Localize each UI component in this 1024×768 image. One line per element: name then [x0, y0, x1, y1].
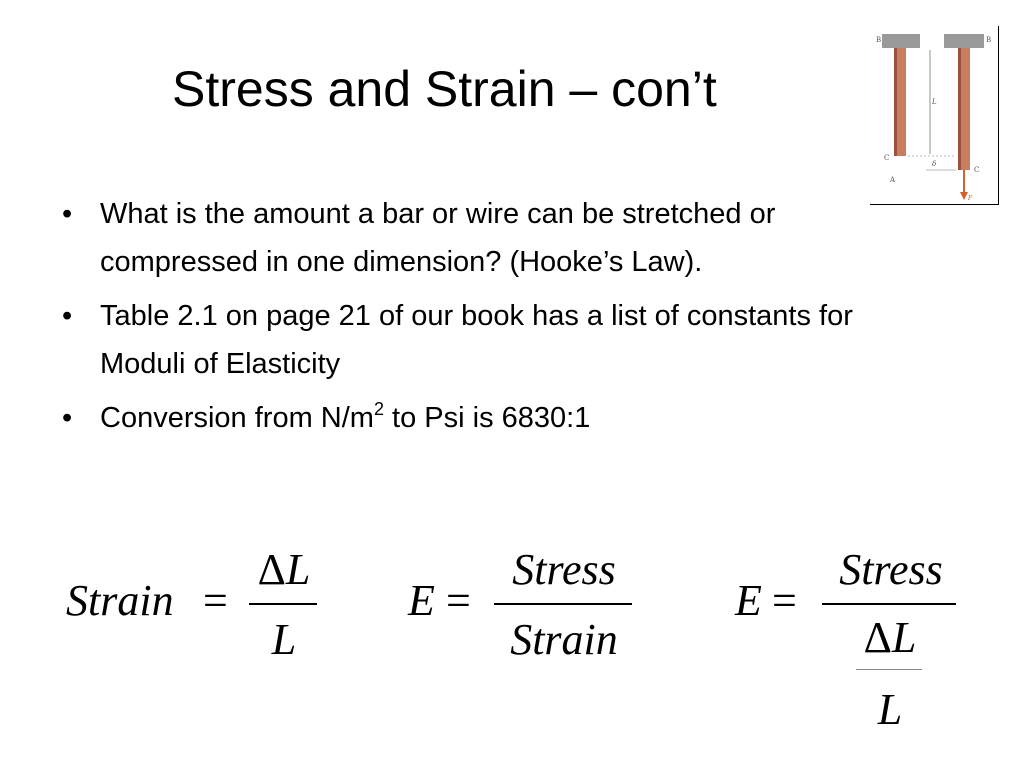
eq2-lhs: E [408, 576, 435, 625]
eq1-denominator: L [271, 615, 297, 664]
left-support [882, 34, 920, 48]
bullet-marker: • [62, 402, 73, 434]
eq3-inner-denominator: L [877, 685, 903, 734]
bullet-item-2 [58, 292, 888, 388]
eq2-numerator: Stress [512, 545, 616, 594]
label-a: A [890, 176, 896, 184]
slide-title: Stress and Strain – con’t [172, 61, 717, 117]
right-support [944, 34, 984, 48]
bullet-marker: • [62, 198, 73, 230]
bullet-text: Table 2.1 on page 21 of our book has a list of constants for Moduli of Elasticity [100, 300, 853, 380]
eq2-denominator: Strain [510, 615, 618, 664]
eq2-equals: = [446, 576, 471, 625]
label-c-left: C [884, 154, 890, 162]
eq3-equals: = [772, 576, 797, 625]
bullet-text-after: to Psi is 6830:1 [383, 402, 591, 434]
superscript: 2 [373, 399, 384, 419]
label-force: F [968, 195, 973, 202]
eq3-lhs: E [735, 576, 762, 625]
eq1-lhs: Strain [66, 576, 174, 625]
eq1-equals: = [203, 576, 228, 625]
eq3-fraction-bar [822, 603, 956, 605]
rod-stretch-diagram [870, 26, 998, 204]
eq1-numerator: ΔL [257, 545, 311, 594]
label-length: L [932, 98, 937, 106]
bullet-item-3 [58, 394, 888, 442]
bullet-item-1 [58, 190, 888, 286]
label-c-right: C [974, 166, 980, 174]
label-b-right: B [986, 36, 992, 44]
bullet-text: What is the amount a bar or wire can be stretched or compressed in one dimension? (Hooke’s Law). [100, 198, 776, 278]
eq3-inner-fraction-bar [856, 669, 922, 670]
rod-stretch-figure [870, 26, 999, 205]
eq2-fraction-bar [494, 603, 632, 605]
eq3-inner-numerator: ΔL [863, 613, 917, 662]
bullet-marker: • [62, 300, 73, 332]
eq1-fraction-bar [249, 603, 317, 605]
eq3-numerator: Stress [839, 545, 943, 594]
label-b-left: B [876, 36, 882, 44]
bullet-list [58, 190, 888, 448]
label-delta: δ [932, 160, 937, 168]
bullet-text-before: Conversion from N/m [100, 402, 374, 434]
